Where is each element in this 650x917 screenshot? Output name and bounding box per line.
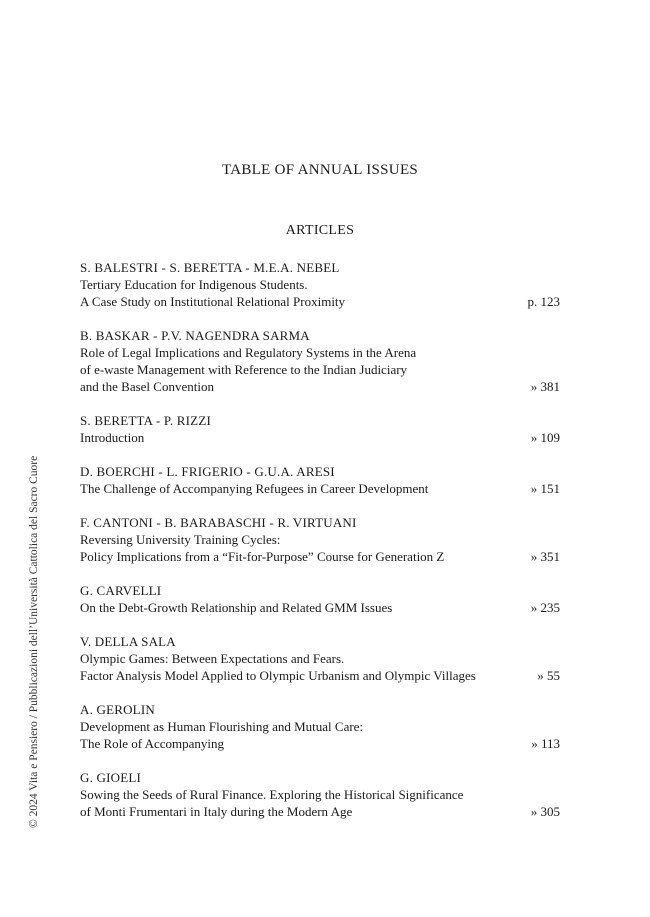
article-authors: D. BOERCHI - L. FRIGERIO - G.U.A. ARESI (80, 464, 335, 479)
article-title-line: A Case Study on Institutional Relational Proximity (80, 294, 346, 309)
article-title-line: and the Basel Convention (80, 379, 214, 394)
page-number: » 109 (530, 430, 560, 445)
article-list (80, 259, 560, 820)
article-title-line: The Challenge of Accompanying Refugees in Career Development (80, 481, 429, 496)
article-entry (80, 701, 560, 752)
article-title-line: Policy Implications from a “Fit-for-Purpose” Course for Generation Z (80, 549, 445, 564)
page-number: » 381 (530, 379, 560, 394)
page-number: » 113 (531, 736, 560, 751)
article-entry (80, 514, 560, 565)
page-number: p. 123 (527, 294, 560, 309)
section-heading: ARTICLES (285, 223, 355, 238)
article-title-line: On the Debt-Growth Relationship and Related GMM Issues (80, 600, 393, 615)
article-authors: B. BASKAR - P.V. NAGENDRA SARMA (80, 328, 310, 343)
article-title-line: Development as Human Flourishing and Mutual Care: (80, 719, 364, 734)
article-title-line: The Role of Accompanying (80, 736, 225, 751)
page-number: » 55 (537, 668, 560, 683)
article-authors: F. CANTONI - B. BARABASCHI - R. VIRTUANI (80, 515, 357, 530)
page-number: » 351 (530, 549, 560, 564)
article-title-line: Role of Legal Implications and Regulatory Systems in the Arena (80, 345, 417, 360)
article-entry (80, 769, 560, 820)
article-title-line: Factor Analysis Model Applied to Olympic Urbanism and Olympic Villages (80, 668, 476, 683)
article-title-line: Introduction (80, 430, 145, 445)
page-title: TABLE OF ANNUAL ISSUES (221, 162, 419, 178)
page-number: » 235 (530, 600, 560, 615)
article-title-line: Tertiary Education for Indigenous Students. (80, 277, 308, 292)
article-entry (80, 327, 560, 395)
article-entry (80, 463, 560, 497)
article-title-line: Reversing University Training Cycles: (80, 532, 281, 547)
article-entry (80, 259, 560, 310)
article-authors: G. GIOELI (80, 770, 142, 785)
article-title-line: Olympic Games: Between Expectations and Fears. (80, 651, 345, 666)
page-number: » 305 (530, 804, 560, 819)
article-authors: A. GEROLIN (80, 702, 155, 717)
article-entry (80, 633, 560, 684)
article-entry (80, 582, 560, 616)
article-entry (80, 412, 560, 446)
article-title-line: Sowing the Seeds of Rural Finance. Exploring the Historical Significance (80, 787, 464, 802)
article-authors: S. BALESTRI - S. BERETTA - M.E.A. NEBEL (80, 260, 340, 275)
article-title-line: of Monti Frumentari in Italy during the Modern Age (80, 804, 353, 819)
article-authors: V. DELLA SALA (80, 634, 176, 649)
copyright-notice: © 2024 Vita e Pensiero / Pubblicazioni dell’Università Cattolica del Sacro Cuore (28, 455, 40, 828)
page-number: » 151 (530, 481, 560, 496)
article-title-line: of e-waste Management with Reference to the Indian Judiciary (80, 362, 408, 377)
article-authors: S. BERETTA - P. RIZZI (80, 413, 211, 428)
article-authors: G. CARVELLI (80, 583, 162, 598)
